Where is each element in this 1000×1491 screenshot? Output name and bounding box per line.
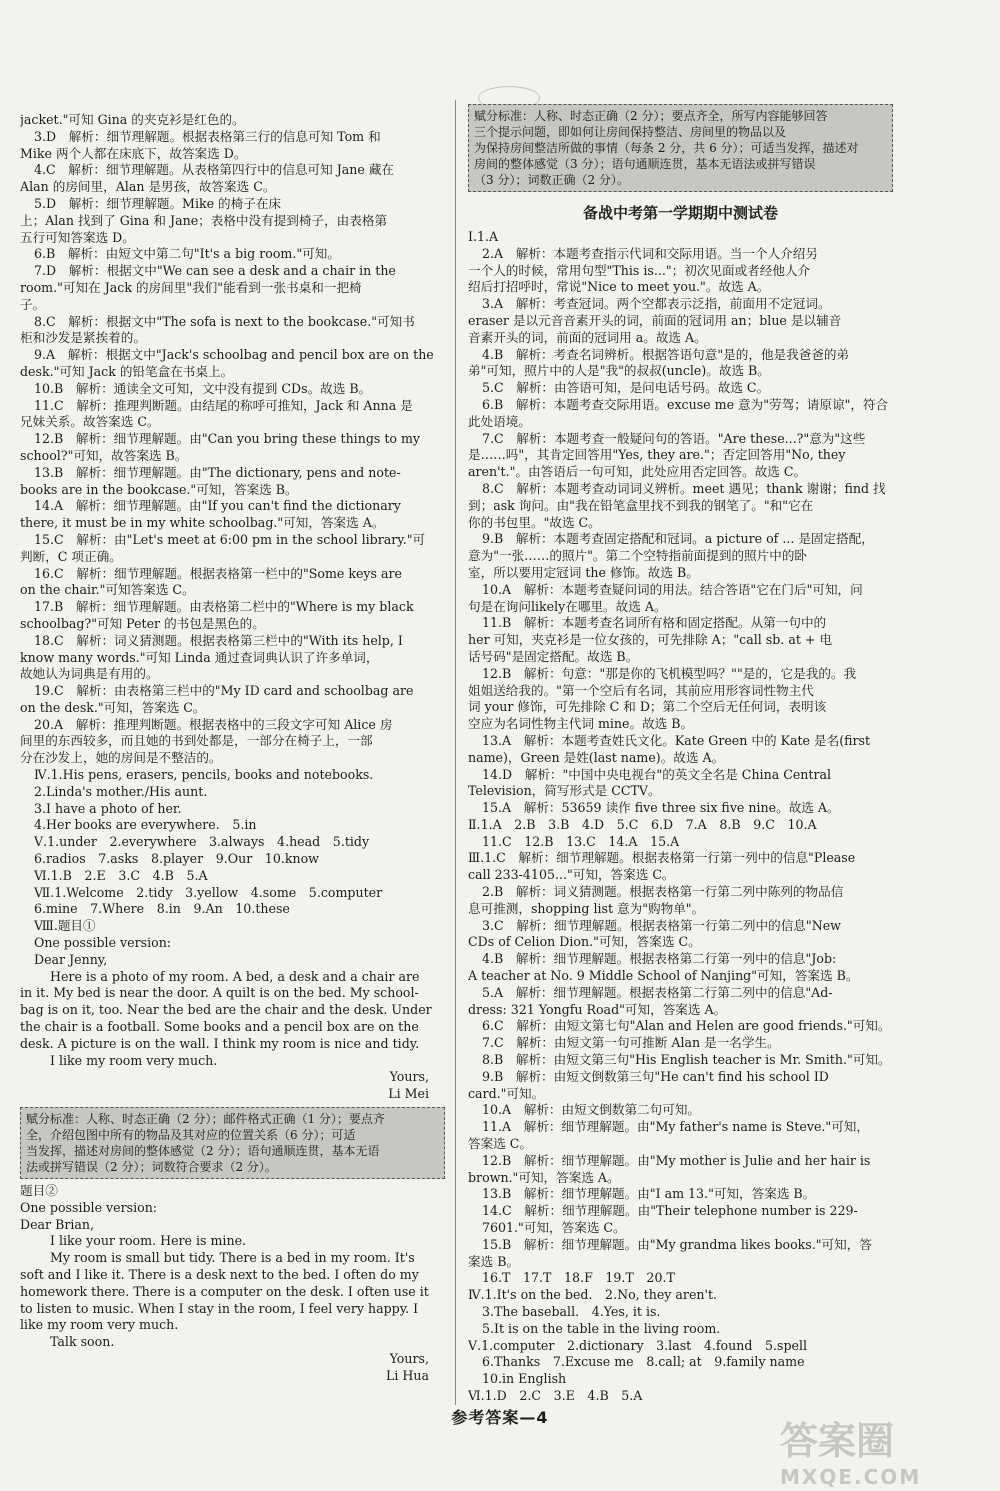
text-line: 弟"可知，照片中的人是"我"的叔叔(uncle)。故选 B。	[468, 363, 770, 379]
text-line: 7.C 解析：本题考查一般疑问句的答语。"Are these...?"意为"这些	[482, 430, 866, 446]
text-line: 19.C 解析：由表格第三栏中的"My ID card and schoolbag are	[34, 683, 414, 699]
text-line: 为保持房间整洁所做的事情（每条 2 分，共 6 分）；可适当发挥，描述对	[474, 141, 859, 155]
text-line: there, it must be in my white schoolbag."可知，答案选 A。	[20, 515, 385, 531]
left-column	[20, 112, 445, 1385]
text-line: I like my room very much.	[50, 1052, 218, 1068]
text-line: Ⅴ.1.under 2.everywhere 3.always 4.head 5.tidy	[34, 834, 370, 850]
text-line: desk. A picture is on the wall. I think my room is nice and tidy.	[20, 1035, 420, 1051]
text-line: Talk soon.	[50, 1334, 115, 1350]
text-line: 判断，C 项正确。	[20, 548, 122, 564]
text-line: 8.B 解析：由短文第三句"His English teacher is Mr. Smith."可知。	[482, 1052, 891, 1068]
text-line: her 可知，夹克衫是一位女孩的，可先排除 A；"call sb. at + 电	[468, 632, 833, 648]
text-line: Li Hua	[386, 1367, 429, 1383]
text-line: 赋分标准：人称、时态正确（2 分）；邮件格式正确（1 分）；要点齐	[26, 1112, 385, 1127]
text-line: 4.C 解析：细节理解题。从表格第四行中的信息可知 Jane 藏在	[34, 162, 395, 178]
text-line: 13.B 解析：细节理解题。由"The dictionary, pens and note-	[34, 464, 401, 480]
text-line: call 233-4105..."可知，答案选 C。	[468, 867, 675, 883]
text-line: 10.B 解析：通读全文可知，文中没有提到 CDs。故选 B。	[34, 380, 372, 396]
text-line: 4.B 解析：细节理解题。根据表格第二行第一列中的信息"Job:	[482, 951, 837, 967]
text-line: 2.A 解析：本题考查指示代词和交际用语。当一个人介绍另	[482, 245, 818, 261]
text-line: 一个人的时候，常用句型"This is..."；初次见面或者经他人介	[468, 262, 811, 278]
text-line: 2.B 解析：词义猜测题。根据表格第一行第二列中陈列的物品信	[482, 884, 844, 900]
text-line: jacket."可知 Gina 的夹克衫是红色的。	[20, 112, 245, 127]
text-line: 16.C 解析：细节理解题。根据表格第一栏中的"Some keys are	[34, 565, 402, 581]
text-line: 分在沙发上，她的房间是不整洁的。	[20, 750, 222, 766]
text-line: 11.C 解析：推理判断题。由结尾的称呼可推知，Jack 和 Anna 是	[34, 397, 413, 413]
text-line: 9.A 解析：根据文中"Jack's schoolbag and pencil box are on the	[34, 347, 434, 363]
text-line: 3.D 解析：细节理解题。根据表格第三行的信息可知 Tom 和	[34, 128, 381, 144]
right-answers	[468, 229, 893, 1405]
text-line: soft and I like it. There is a desk next to the bed. I often do my	[20, 1267, 419, 1282]
text-line: 当发挥，描述对房间的整体感觉（2 分）；语句通顺连贯，基本无语	[26, 1144, 380, 1159]
text-line: Ⅶ.1.Welcome 2.tidy 3.yellow 4.some 5.computer	[34, 884, 383, 900]
text-line: 14.A 解析：细节理解题。由"If you can't find the dictionary	[34, 498, 401, 514]
text-line: 10.A 解析：本题考查疑问词的用法。结合答语"它在门后"可知，问	[482, 581, 863, 597]
text-line: 你的书包里。"故选 C。	[468, 514, 601, 530]
watermark-logo	[780, 1410, 990, 1489]
text-line: 全，介绍包图中所有的物品及其对应的位置关系（6 分）；可适	[26, 1128, 356, 1143]
text-line: on the desk."可知，答案选 C。	[20, 699, 206, 715]
text-line: 11.A 解析：细节理解题。由"My father's name is Steve."可知，	[482, 1119, 869, 1135]
text-line: 3.C 解析：细节理解题。根据表格第一行第二列中的信息"New	[482, 917, 841, 933]
text-line: schoolbag?"可知 Peter 的书包是黑色的。	[20, 615, 265, 631]
text-line: Dear Brian,	[20, 1216, 95, 1232]
text-line: 5.It is on the table in the living room.	[482, 1320, 721, 1336]
text-line: bag is on it, too. Near the bed are the chair and the desk. Under	[20, 1002, 432, 1018]
text-line: 句是在询问likely在哪里。故选 A。	[468, 598, 667, 614]
text-line: 息可推测，shopping list 意为"购物单"。	[468, 900, 705, 916]
text-line: name)，Green 是姓(last name)。故选 A。	[468, 749, 725, 765]
scoring-criteria-box-2	[468, 104, 893, 192]
text-line: 8.C 解析：根据文中"The sofa is next to the bookcase."可知书	[34, 313, 415, 329]
text-line: 答案选 C。	[468, 1136, 533, 1152]
text-line: 14.C 解析：细节理解题。由"Their telephone number is 229-	[482, 1203, 858, 1219]
text-line: 5.C 解析：由答语可知，是问电话号码。故选 C。	[482, 380, 770, 396]
text-line: 6.mine 7.Where 8.in 9.An 10.these	[34, 901, 290, 917]
text-line: 15.C 解析：由"Let's meet at 6:00 pm in the school library."可	[34, 531, 426, 547]
text-line: 法或拼写错误（2 分）；词数符合要求（2 分）。	[26, 1160, 277, 1175]
text-line: school?"可知，故答案选 B。	[20, 447, 188, 463]
text-line: 5.D 解析：细节理解题。Mike 的椅子在床	[34, 195, 282, 211]
text-line: Ⅷ.题目①	[34, 918, 96, 934]
text-line: 11.B 解析：本题考查名词所有格和固定搭配。从第一句中的	[482, 615, 827, 631]
text-line: 6.Thanks 7.Excuse me 8.call; at 9.family name	[482, 1354, 805, 1370]
text-line: 3.I have a photo of her.	[34, 800, 182, 816]
text-line: 18.C 解析：词义猜测题。根据表格第三栏中的"With its help, I	[34, 632, 403, 648]
text-line: 话号码"是固定搭配。故选 B。	[468, 648, 639, 664]
text-line: Yours,	[389, 1069, 429, 1085]
text-line: Yours,	[389, 1350, 429, 1366]
left-answers	[20, 112, 445, 1103]
text-line: Ⅴ.1.computer 2.dictionary 3.last 4.found 5.spell	[468, 1337, 808, 1353]
text-line: 三个提示问题，即如何让房间保持整洁、房间里的物品以及	[474, 125, 787, 139]
text-line: 题目②	[20, 1183, 58, 1199]
text-line: One possible version:	[34, 935, 172, 951]
column-divider	[455, 100, 456, 1405]
text-line: 词 your 修饰，可先排除 C 和 D；第二个空后无任何词，表明该	[468, 699, 827, 715]
text-line: books are in the bookcase."可知，答案选 B。	[20, 481, 298, 497]
text-line: the chair is a football. Some books and a pencil box are on the	[20, 1019, 419, 1035]
text-line: 13.B 解析：细节理解题。由"I am 13."可知，答案选 B。	[482, 1186, 816, 1202]
text-line: 兄妹关系。故答案选 C。	[20, 414, 160, 430]
text-line: know many words."可知 Linda 通过查词典认识了许多单词，	[20, 649, 379, 665]
text-line: Ⅳ.1.It's on the bed. 2.No, they aren't.	[468, 1287, 718, 1303]
text-line: Ⅰ.1.A	[468, 229, 499, 244]
text-line: in it. My bed is near the door. A quilt is on the bed. My school-	[20, 985, 419, 1001]
text-line: 10.A 解析：由短文倒数第二句可知。	[482, 1102, 701, 1118]
watermark-url: MXQE.COM	[780, 1465, 922, 1489]
text-line: room."可知在 Jack 的房间里"我们"能看到一张书桌和一把椅	[20, 279, 362, 295]
watermark-text: 答案圈	[780, 1419, 895, 1463]
text-line: One possible version:	[20, 1199, 158, 1215]
text-line: 4.Her books are everywhere. 5.in	[34, 817, 257, 833]
text-line: （3 分）；词数正确（2 分）。	[474, 173, 629, 187]
text-line: 16.T 17.T 18.F 19.T 20.T	[482, 1270, 675, 1286]
text-line: 13.A 解析：本题考查姓氏文化。Kate Green 中的 Kate 是名(first	[482, 732, 871, 748]
text-line: I like your room. Here is mine.	[50, 1233, 247, 1249]
text-line: brown."可知，答案选 A。	[468, 1169, 620, 1185]
text-line: Mike 两个人都在床底下，故答案选 D。	[20, 145, 247, 161]
text-line: 间里的东西较多，而且她的书到处都是，一部分在椅子上，一部	[20, 733, 373, 749]
text-line: Ⅵ.1.D 2.C 3.E 4.B 5.A	[468, 1387, 643, 1403]
text-line: 子。	[20, 296, 46, 312]
text-line: 6.C 解析：由短文第七句"Alan and Helen are good friends."可知。	[482, 1018, 891, 1034]
text-line: 14.D 解析："中国中央电视台"的英文全名是 China Central	[482, 766, 832, 782]
text-line: eraser 是以元音音素开头的词，前面的冠词用 an；blue 是以辅音	[468, 312, 842, 328]
text-line: 8.C 解析：本题考查动词词义辨析。meet 遇见；thank 谢谢；find 找	[482, 480, 886, 496]
text-line: 20.A 解析：推理判断题。根据表格中的三段文字可知 Alice 房	[34, 716, 393, 732]
text-line: 空应为名词性物主代词 mine。故选 B。	[468, 716, 694, 732]
scoring-criteria-box-1	[20, 1107, 445, 1179]
text-line: aren't."。由答语后一句可知，此处应用否定回答。故选 C。	[468, 464, 807, 480]
text-line: card."可知。	[468, 1085, 545, 1101]
text-line: Alan 的房间里，Alan 是男孩，故答案选 C。	[20, 179, 276, 195]
text-line: 音素开头的词，前面的冠词用 a。故选 A。	[468, 329, 707, 345]
text-line: desk."可知 Jack 的铅笔盒在书桌上。	[20, 363, 234, 379]
text-line: 3.A 解析：考查冠词。两个空都表示泛指，前面用不定冠词。	[482, 296, 831, 312]
text-line: homework there. There is a computer on the desk. I often use it	[20, 1283, 429, 1299]
text-line: 赋分标准：人称、时态正确（2 分）；要点齐全，所写内容能够回答	[474, 109, 828, 123]
text-line: 5.A 解析：细节理解题。根据表格第二行第二列中的信息"Ad-	[482, 984, 833, 1000]
text-line: 4.B 解析：考查名词辨析。根据答语句意"是的，他是我爸爸的弟	[482, 346, 850, 362]
text-line: like my room very much.	[20, 1317, 179, 1333]
text-line: 3.The baseball. 4.Yes, it is.	[482, 1304, 661, 1319]
text-line: 绍后打招呼时，常说"Nice to meet you."。故选 A。	[468, 279, 770, 295]
text-line: 12.B 解析：句意："那是你的飞机模型吗？""是的，它是我的。我	[482, 665, 857, 681]
text-line: 9.B 解析：本题考查固定搭配和冠词。a picture of ... 是固定搭配，	[482, 531, 874, 547]
text-line: 6.radios 7.asks 8.player 9.Our 10.know	[34, 851, 319, 867]
left-essay-2	[20, 1183, 445, 1385]
text-line: 室，所以要用定冠词 the 修饰。故选 B。	[468, 564, 699, 580]
text-line: Dear Jenny,	[34, 951, 108, 967]
text-line: Ⅵ.1.B 2.E 3.C 4.B 5.A	[34, 867, 208, 883]
text-line: 10.in English	[482, 1371, 567, 1387]
text-line: 11.C 12.B 13.C 14.A 15.A	[482, 833, 680, 849]
text-line: 是……吗"，其肯定回答用"Yes, they are."；否定回答用"No, they	[468, 447, 846, 463]
text-line: Ⅲ.1.C 解析：细节理解题。根据表格第一行第一列中的信息"Please	[468, 850, 856, 866]
text-line: CDs of Celion Dion."可知，答案选 C。	[468, 934, 701, 950]
text-line: Television，简写形式是 CCTV。	[468, 783, 661, 799]
text-line: 故她认为词典是有用的。	[20, 666, 159, 682]
text-line: Ⅳ.1.His pens, erasers, pencils, books and notebooks.	[34, 767, 374, 783]
exam-title: 备战中考第一学期期中测试卷	[582, 204, 778, 222]
text-line: 7601."可知，答案选 C。	[482, 1220, 626, 1236]
text-line: 7.D 解析：根据文中"We can see a desk and a chair in the	[34, 263, 396, 279]
text-line: 柜和沙发是紧挨着的。	[20, 330, 146, 346]
text-line: 12.B 解析：细节理解题。由"Can you bring these things to my	[34, 431, 421, 447]
text-line: 上；Alan 找到了 Gina 和 Jane；表格中没有提到椅子，由表格第	[20, 212, 388, 228]
text-line: 五行可知答案选 D。	[20, 229, 135, 245]
text-line: My room is small but tidy. There is a bed in my room. It's	[50, 1250, 415, 1266]
text-line: 7.C 解析：由短文第一句可推断 Alan 是一名学生。	[482, 1035, 780, 1051]
text-line: Li Mei	[388, 1086, 429, 1102]
text-line: 意为"一张……的照片"。第二个空特指前面提到的照片中的卧	[468, 548, 808, 564]
text-line: 17.B 解析：细节理解题。由表格第二栏中的"Where is my black	[34, 599, 414, 615]
text-line: 6.B 解析：由短文中第二句"It's a big room."可知。	[34, 246, 340, 262]
page-footer: 参考答案—4	[451, 1408, 549, 1427]
text-line: 案选 B。	[468, 1253, 520, 1269]
text-line: 房间的整体感觉（3 分）；语句通顺连贯，基本无语法或拼写错误	[474, 157, 816, 171]
text-line: 姐姐送给我的。"第一个空后有名词，其前应用形容词性物主代	[468, 682, 814, 698]
text-line: 2.Linda's mother./His aunt.	[34, 783, 208, 799]
text-line: 15.B 解析：细节理解题。由"My grandma likes books."可知，答	[482, 1236, 872, 1252]
text-line: 此处语境。	[468, 413, 531, 429]
text-line: 9.B 解析：由短文倒数第三句"He can't find his school ID	[482, 1068, 829, 1084]
right-column	[468, 100, 893, 1405]
text-line: Ⅱ.1.A 2.B 3.B 4.D 5.C 6.D 7.A 8.B 9.C 10.A	[468, 816, 817, 832]
text-line: to listen to music. When I stay in the room, I feel very happy. I	[20, 1300, 419, 1316]
text-line: Here is a photo of my room. A bed, a desk and a chair are	[50, 968, 420, 984]
text-line: 15.A 解析：53659 读作 five three six five nine。故选 A。	[482, 800, 840, 816]
text-line: 到；ask 询问。由"我在铅笔盒里找不到我的钢笔了。"和"它在	[468, 497, 814, 513]
text-line: A teacher at No. 9 Middle School of Nanjing"可知，答案选 B。	[468, 968, 859, 984]
text-line: 6.B 解析：本题考查交际用语。excuse me 意为"劳驾；请原谅"，符合	[482, 396, 889, 412]
text-line: 12.B 解析：细节理解题。由"My mother is Julie and her hair is	[482, 1152, 871, 1168]
text-line: dress: 321 Yongfu Road"可知，答案选 A。	[468, 1001, 727, 1017]
text-line: on the chair."可知答案选 C。	[20, 582, 195, 598]
